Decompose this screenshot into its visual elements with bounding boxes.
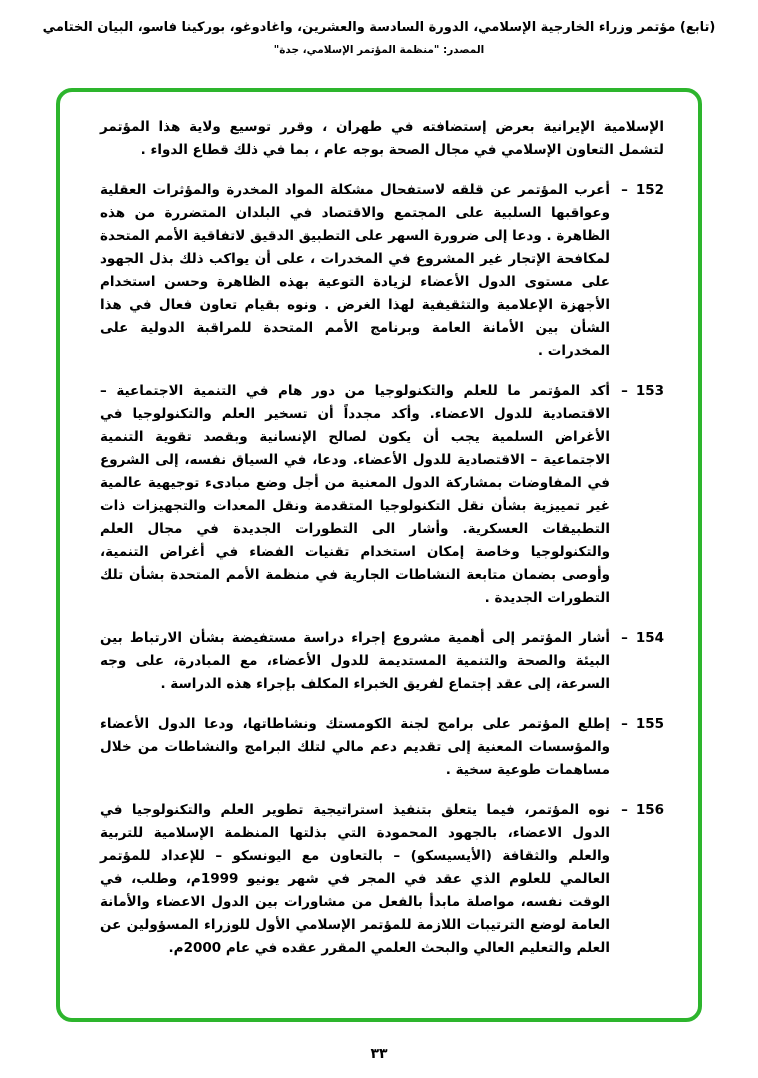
content-border-box	[56, 88, 702, 1022]
item-dash: –	[621, 802, 628, 818]
numbered-item-156	[100, 799, 664, 960]
item-text: إطلع المؤتمر على برامج لجنة الكومستك ونشاطاتها، ودعا الدول الأعضاء والمؤسسات المعنية إلى تقديم دعم مالي لتلك البرامج والنشاطات من خلال مساهمات طوعية سخية .	[100, 716, 610, 778]
item-number: 152	[635, 182, 664, 198]
item-number: 154	[635, 630, 664, 646]
item-number: 153	[635, 383, 664, 399]
numbered-item-154	[100, 627, 664, 696]
item-text: أكد المؤتمر ما للعلم والتكنولوجيا من دور هام في التنمية الاجتماعية – الاقتصادية للدول الاعضاء. وأكد مجدداً أن تسخير العلم والتكنولوجيا في الأغراض السلمية يجب أن يكون لصالح الإنسانية وبقصد تقوية التنمية الاجتماعية – الاقتصادية للدول الأعضاء. ودعا، في السياق نفسه، إلى الشروع في المفاوضات بمشاركة الدول المعنية من أجل وضع مبادىء توجيهية عالمية غير تمييزية بشأن نقل التكنولوجيا المتقدمة ونقل المعدات والتجهيزات ذات التطبيقات العسكرية. وأشار الى التطورات الجديدة في مجال العلم والتكنولوجيا وخاصة إمكان استخدام تقنيات الفضاء في أغراض التنمية، وأوصى بضمان متابعة النشاطات الجارية في منظمة الأمم المتحدة بشأن تلك التطورات الجديدة .	[100, 383, 610, 606]
numbered-item-153	[100, 380, 664, 610]
page-header	[0, 0, 758, 56]
item-marker	[610, 713, 664, 782]
item-number: 155	[635, 716, 664, 732]
item-text: أشار المؤتمر إلى أهمية مشروع إجراء دراسة مستفيضة بشأن الارتباط بين البيئة والصحة والتنمية المستديمة للدول الأعضاء، مع المبادرة، على وجه السرعة، إلى عقد إجتماع لفريق الخبراء المكلف بإجراء هذه الدراسة .	[100, 630, 610, 692]
header-title: (تابع) مؤتمر وزراء الخارجية الإسلامي، الدورة السادسة والعشرين، واغادوغو، بوركينا فاسو، البيان الختامي	[42, 20, 716, 35]
item-marker	[610, 179, 664, 363]
numbered-item-155	[100, 713, 664, 782]
item-marker	[610, 627, 664, 696]
item-dash: –	[621, 182, 628, 198]
header-source: المصدر: "منظمة المؤتمر الإسلامي، جدة"	[273, 44, 485, 56]
item-dash: –	[621, 716, 628, 732]
item-text: نوه المؤتمر، فيما يتعلق بتنفيذ استراتيجية تطوير العلم والتكنولوجيا في الدول الاعضاء، بالجهود المحمودة التي بذلتها المنظمة الإسلامية للتربية والعلم والثقافة (الأيسيسكو) – بالتعاون مع اليونسكو – للإعداد للمؤتمر العالمي للعلوم الذي عقد في المجر في شهر يونيو 1999م، وطلب، في الوقت نفسه، مواصلة مابدأ بالفعل من مشاورات بين الدول الاعضاء والأمانة العامة لوضع الترتيبات اللازمة للمؤتمر الإسلامي الأول للوزراء المسؤولين عن العلم والتعليم العالي والبحث العلمي المقرر عقده في عام 2000م.	[100, 802, 610, 956]
item-marker	[610, 799, 664, 960]
intro-paragraph: الإسلامية الإيرانية بعرض إستضافته في طهران ، وقرر توسيع ولاية هذا المؤتمر لتشمل التعاون الإسلامي في مجال الصحة بوجه عام ، بما في ذلك قطاع الدواء .	[100, 119, 664, 158]
item-text: أعرب المؤتمر عن قلقه لاستفحال مشكلة المواد المخدرة والمؤثرات العقلية وعواقبها السلبية على المجتمع والاقتصاد في البلدان المتضررة من هذه الظاهرة . ودعا إلى ضرورة السهر على التطبيق الدقيق لاتفاقية الأمم المتحدة لمكافحة الإتجار غير المشروع في المخدرات ، على أن يواكب ذلك بذل الجهود على مستوى الدول الأعضاء لزيادة التوعية بهذه الظاهرة وحسن استخدام الأجهزة الإعلامية والتثقيفية لهذا الغرض . ونوه بقيام تعاون فعال في هذا الشأن بين الأمانة العامة وبرنامج الأمم المتحدة للمراقبة الدولية على المخدرات .	[100, 182, 610, 359]
item-marker	[610, 380, 664, 610]
page-number: ٣٣	[370, 1046, 388, 1062]
item-dash: –	[621, 630, 628, 646]
numbered-item-152	[100, 179, 664, 363]
item-dash: –	[621, 383, 628, 399]
item-number: 156	[635, 802, 664, 818]
